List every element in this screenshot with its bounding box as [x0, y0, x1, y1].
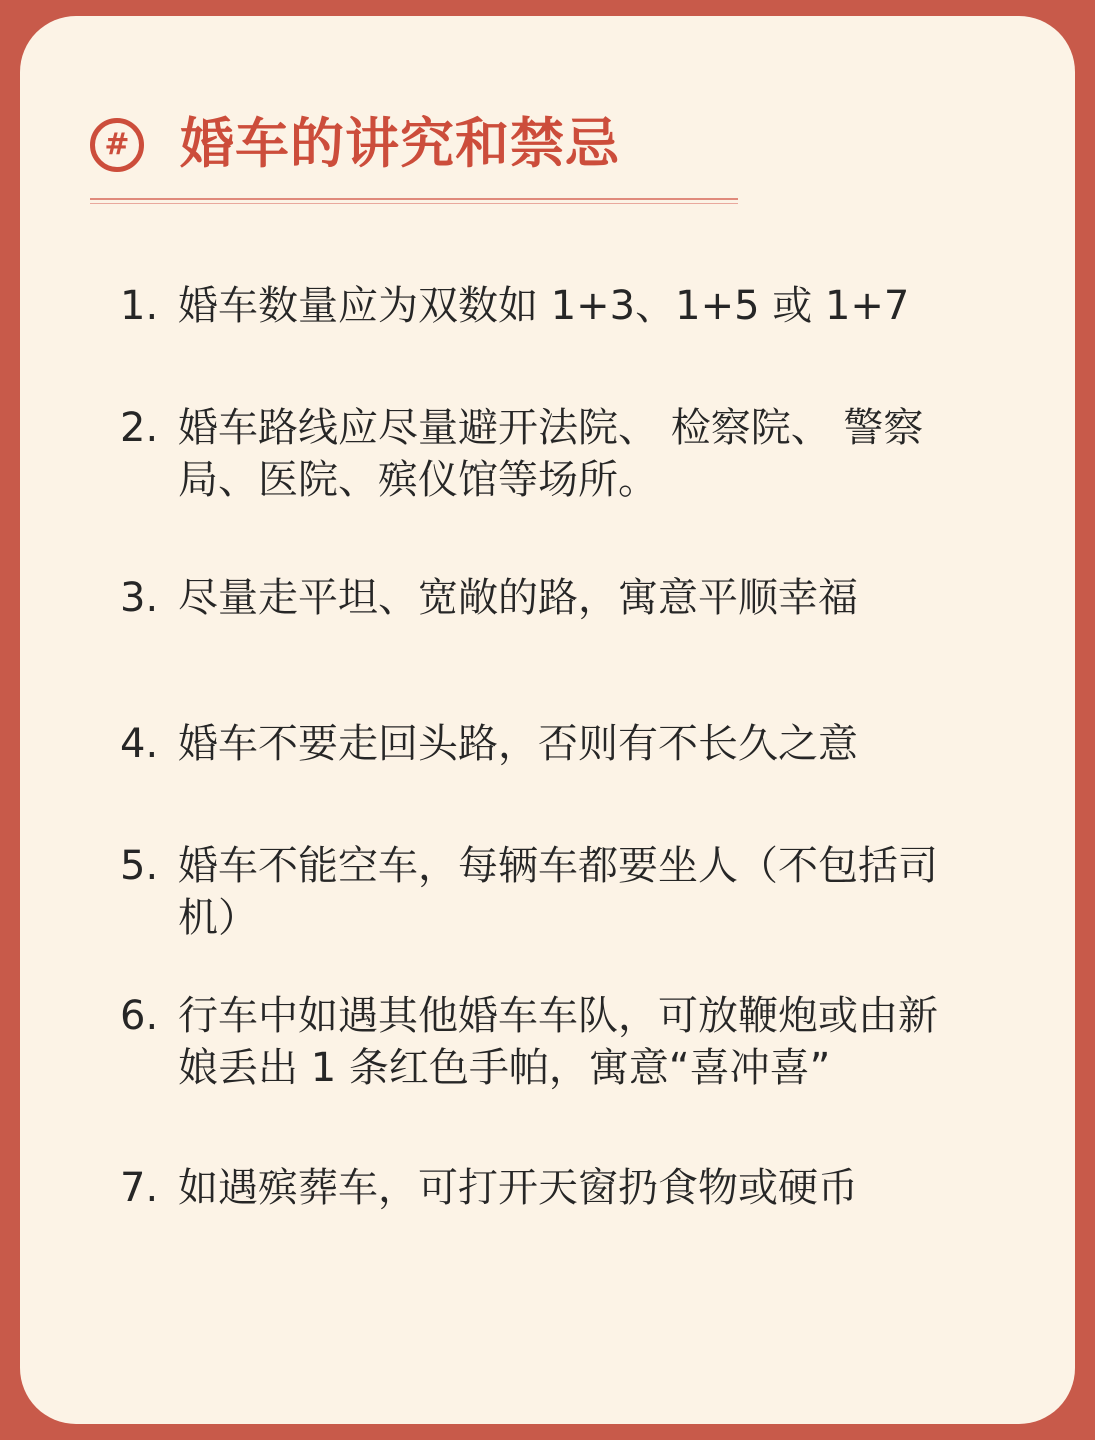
- list-item: [120, 718, 1020, 770]
- item-text: 婚车不能空车，每辆车都要坐人（不包括司 机）: [178, 843, 938, 941]
- item-text: 尽量走平坦、宽敞的路，寓意平顺幸福: [178, 575, 858, 621]
- item-text: 如遇殡葬车，可打开天窗扔食物或硬币: [178, 1165, 858, 1211]
- item-number: 4.: [120, 721, 159, 767]
- hash-circle-icon: #: [90, 118, 144, 172]
- item-text: 行车中如遇其他婚车车队，可放鞭炮或由新 娘丢出 1 条红色手帕，寓意“喜冲喜”: [178, 993, 938, 1091]
- page-title: 婚车的讲究和禁忌: [180, 112, 620, 175]
- item-number: 7.: [120, 1165, 159, 1211]
- list-item: [120, 280, 1020, 332]
- item-text: 婚车数量应为双数如 1+3、1+5 或 1+7: [178, 283, 910, 329]
- item-number: 6.: [120, 993, 159, 1039]
- list-item: [120, 990, 1020, 1094]
- item-number: 3.: [120, 575, 159, 621]
- list-item: [120, 840, 1020, 944]
- item-text: 婚车路线应尽量避开法院、 检察院、 警察 局、医院、殡仪馆等场所。: [178, 405, 924, 503]
- item-text: 婚车不要走回头路，否则有不长久之意: [178, 721, 858, 767]
- title-underline-thin: [90, 203, 738, 204]
- item-number: 5.: [120, 843, 159, 889]
- list-item: [120, 1162, 1020, 1214]
- header: [90, 104, 750, 204]
- list-item: [120, 572, 1020, 624]
- list-item: [120, 402, 1020, 506]
- title-underline: [90, 198, 738, 200]
- item-number: 1.: [120, 283, 159, 329]
- content-card: [20, 16, 1075, 1424]
- item-number: 2.: [120, 405, 159, 451]
